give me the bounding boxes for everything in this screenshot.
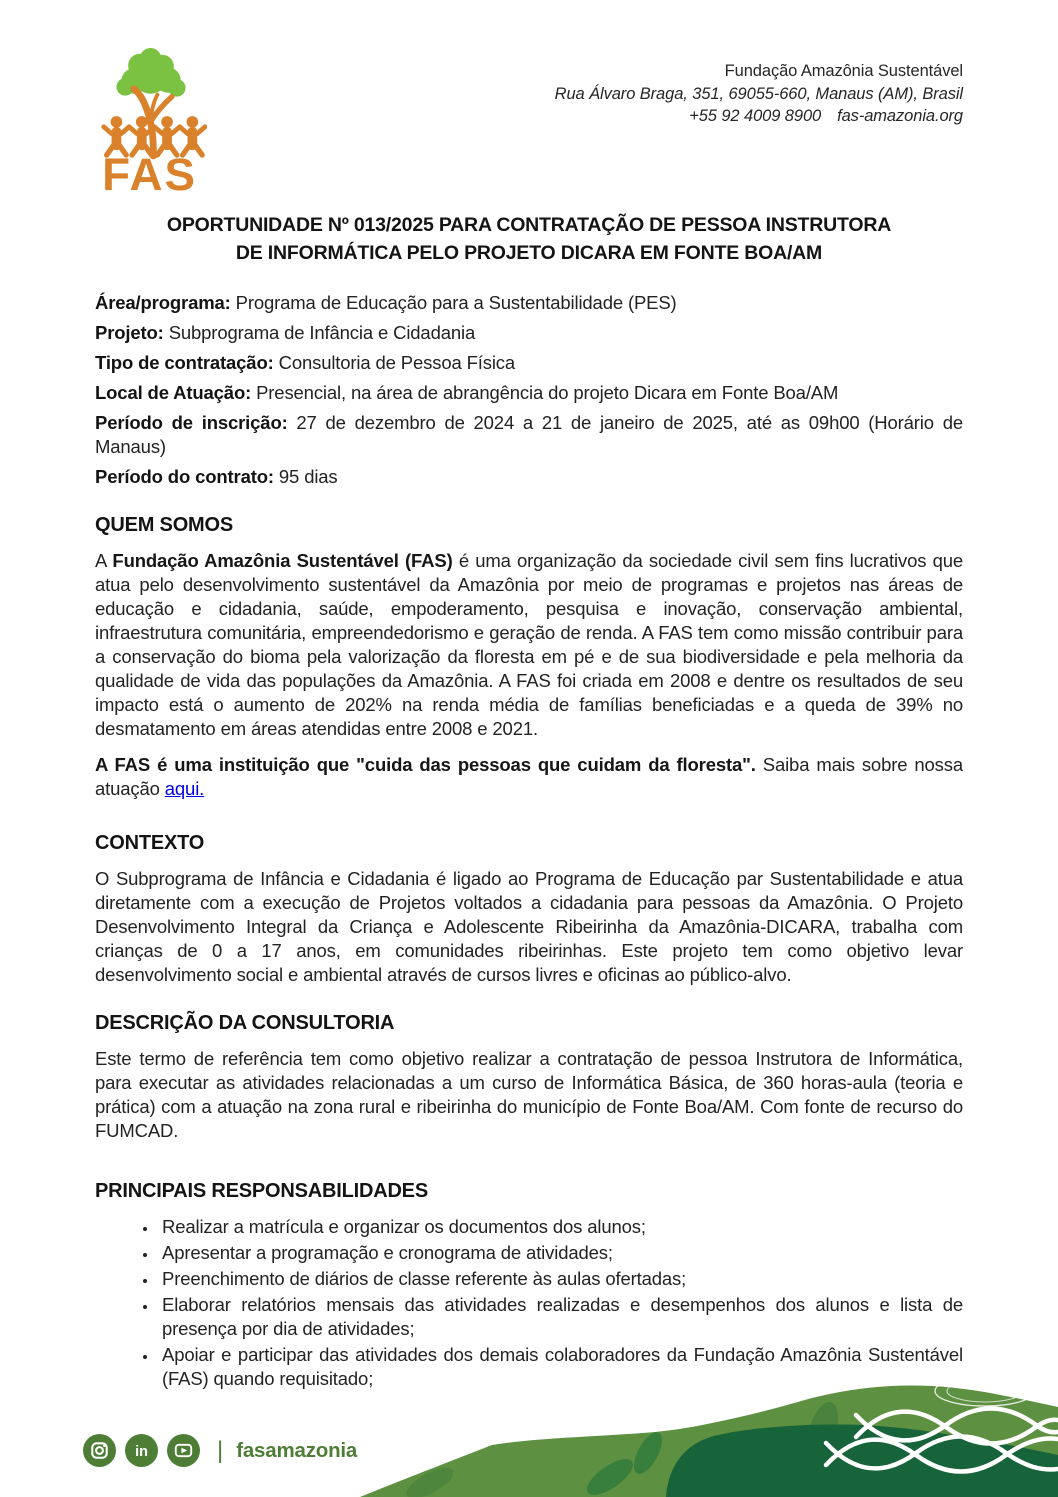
field-tipo-contratacao (95, 351, 963, 375)
org-name: Fundação Amazônia Sustentável (724, 62, 963, 80)
list-item: • Apresentar a programação e cronograma de atividades; (158, 1241, 963, 1265)
info-fields (95, 291, 963, 489)
field-label: Período de inscrição: (95, 412, 288, 433)
paragraph-text: Saiba mais sobre nossa atuação (95, 754, 963, 799)
org-phone-site (555, 105, 963, 128)
quem-somos-paragraph (95, 549, 963, 741)
section-heading-contexto: CONTEXTO (95, 832, 205, 854)
tagline-bold: A FAS é uma instituição que "cuida das pessoas que cuidam da floresta". (95, 754, 756, 775)
org-website: fas-amazonia.org (837, 107, 963, 125)
fas-logo-graphic (95, 46, 207, 192)
field-label: Local de Atuação: (95, 382, 252, 403)
document-title (0, 211, 1058, 267)
descricao-paragraph: Este termo de referência tem como objetivo realizar a contratação de pessoa Instrutora de Informática, para executar as atividades relacionadas a um curso de Informática Básica, de 360 horas-aula (teoria e prática) com a atuação na zona rural e ribeirinha do município de Fonte Boa/AM. Com fonte de recurso do FUMCAD. (95, 1048, 963, 1141)
field-local-atuacao (95, 381, 963, 405)
org-name-bold: Fundação Amazônia Sustentável (FAS) (112, 550, 453, 571)
field-value: 27 de dezembro de 2024 a 21 de janeiro de 2025, até as 09h00 (Horário de Manaus) (95, 412, 963, 457)
field-periodo-contrato (95, 465, 963, 489)
org-address: Rua Álvaro Braga, 351, 69055-660, Manaus (AM), Brasil (554, 84, 963, 103)
field-value: Programa de Educação para a Sustentabilidade (PES) (235, 292, 677, 313)
section-heading-descricao: DESCRIÇÃO DA CONSULTORIA (95, 1012, 395, 1034)
svg-text:in: in (135, 1444, 148, 1461)
social-handle[interactable]: fasamazonia (236, 1438, 358, 1462)
list-item: • Realizar a matrícula e organizar os documentos dos alunos; (158, 1215, 963, 1239)
field-value: 95 dias (278, 466, 338, 487)
org-phone: +55 92 4009 8900 (689, 107, 822, 125)
section-heading-responsabilidades: PRINCIPAIS RESPONSABILIDADES (95, 1180, 428, 1202)
handle-separator: | (217, 1437, 224, 1464)
field-label: Período do contrato: (95, 466, 274, 487)
field-label: Tipo de contratação: (95, 352, 274, 373)
youtube-icon[interactable] (167, 1434, 200, 1467)
document-title-line2: DE INFORMÁTICA PELO PROJETO DICARA EM FONTE BOA/AM (235, 242, 823, 264)
social-bar (83, 1434, 357, 1467)
tree-canopy-icon (116, 48, 185, 97)
field-label: Área/programa: (95, 292, 231, 313)
header (0, 0, 1058, 197)
saiba-mais-link[interactable]: aqui. (164, 778, 205, 799)
section-heading-quem-somos: QUEM SOMOS (95, 514, 234, 536)
responsibilities-list (95, 1215, 963, 1391)
instagram-icon[interactable] (83, 1434, 116, 1467)
linkedin-icon[interactable] (125, 1434, 158, 1467)
document-title-line1: OPORTUNIDADE Nº 013/2025 PARA CONTRATAÇÃO DE PESSOA INSTRUTORA (166, 214, 892, 236)
field-area-programa (95, 291, 963, 315)
field-projeto (95, 321, 963, 345)
logo-text: FAS (102, 149, 197, 192)
list-item: • Apoiar e participar das atividades dos demais colaboradores da Fundação Amazônia Sustentável (FAS) quando requisitado; (158, 1343, 963, 1391)
paragraph-text: A (95, 550, 113, 571)
header-contact (555, 60, 963, 128)
field-label: Projeto: (95, 322, 164, 343)
field-value: Subprograma de Infância e Cidadania (168, 322, 476, 343)
fas-logo (95, 46, 207, 197)
contexto-paragraph: O Subprograma de Infância e Cidadania é ligado ao Programa de Educação par Sustentabilidade e atua diretamente com a execução de Projetos voltados a cidadania para pessoas da Amazônia. O Projeto Desenvolvimento Integral da Criança e Adolescente Ribeirinha da Amazônia-DICARA, trabalha com crianças de 0 a 17 anos, em comunidades ribeirinhas. Este projeto tem como objetivo levar desenvolvimento social e ambiental através de cursos livres e oficinas ao público-alvo. (95, 868, 963, 985)
list-item: • Preenchimento de diários de classe referente às aulas ofertadas; (158, 1267, 963, 1291)
field-periodo-inscricao (95, 411, 963, 459)
quem-somos-tagline (95, 753, 963, 801)
field-value: Presencial, na área de abrangência do projeto Dicara em Fonte Boa/AM (256, 382, 839, 403)
field-value: Consultoria de Pessoa Física (278, 352, 516, 373)
list-item: • Elaborar relatórios mensais das atividades realizadas e desempenhos dos alunos e lista de presença por dia de atividades; (158, 1293, 963, 1341)
paragraph-text: é uma organização da sociedade civil sem fins lucrativos que atua pelo desenvolvimento sustentável da Amazônia por meio de programas e projetos nas áreas de educação e cidadania, saúde, empoderamento, pesquisa e inovação, conservação ambiental, infraestrutura comunitária, empreendedorismo e geração de renda. A FAS tem como missão contribuir para a conservação do bioma pela valorização da floresta em pé e de sua biodiversidade e pela melhoria da qualidade de vida das populações da Amazônia. A FAS foi criada em 2008 e dentre os resultados de seu impacto está o aumento de 202% na renda média de famílias beneficiadas e a queda de 39% no desmatamento em áreas atendidas entre 2008 e 2021. (95, 550, 963, 739)
